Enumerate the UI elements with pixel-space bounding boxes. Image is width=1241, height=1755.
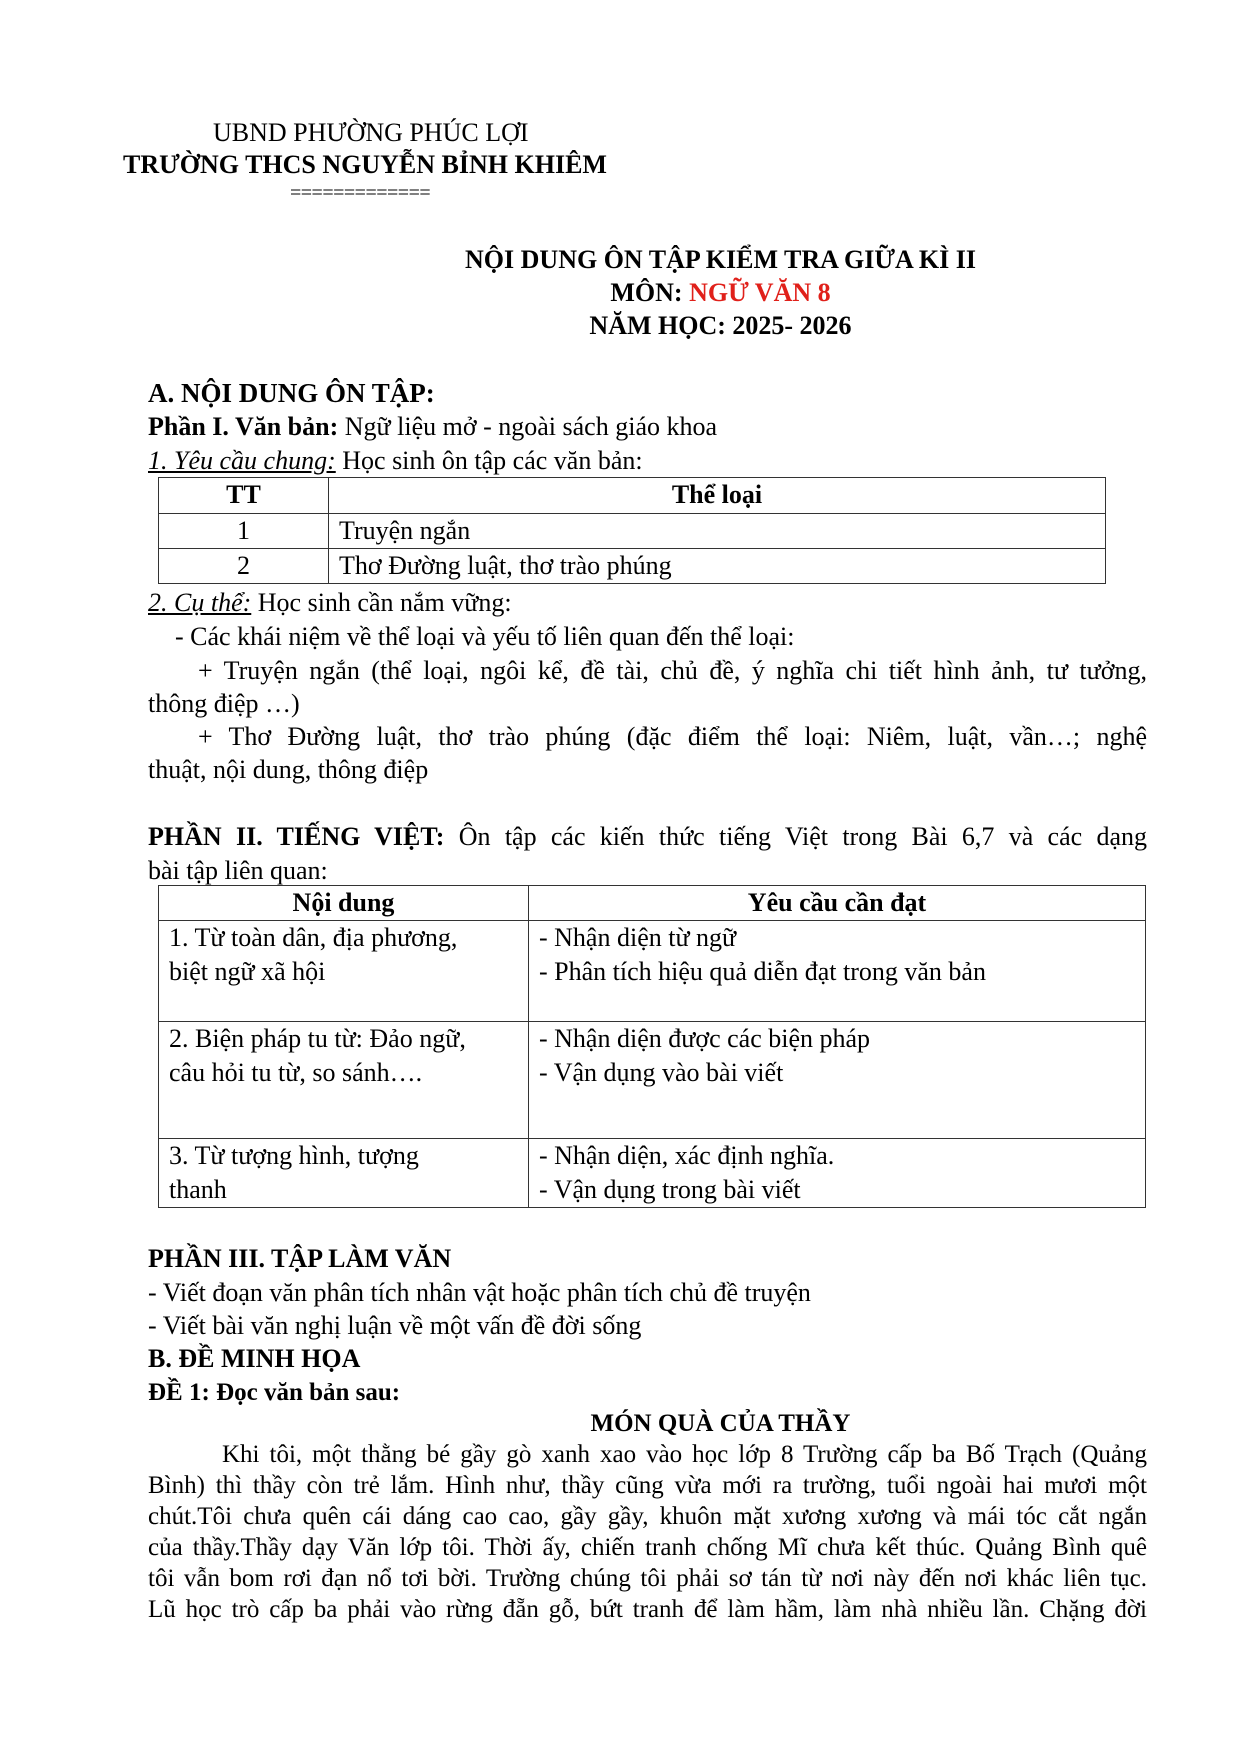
general-requirement-line — [148, 446, 643, 476]
table2-row3-requirement — [529, 1139, 1146, 1208]
table2-row3-content-line2: thanh — [169, 1175, 227, 1204]
part1-text: Ngữ liệu mở - ngoài sách giáo khoa — [338, 412, 718, 441]
table1-row2-num: 2 — [159, 549, 329, 584]
table1-row1-num: 1 — [159, 514, 329, 549]
table2-row3-content — [159, 1139, 529, 1208]
table2-row2-content — [159, 1022, 529, 1139]
subject-line — [0, 278, 1241, 308]
table2-row1-content-line2: biệt ngữ xã hội — [169, 957, 326, 986]
short-story-bullet-line1: + Truyện ngắn (thể loại, ngôi kể, đề tài, chủ đề, ý nghĩa chi tiết hình ảnh, tư tưởng, — [198, 656, 1147, 685]
header-divider: ============= — [290, 182, 431, 204]
school-name: TRƯỜNG THCS NGUYỄN BỈNH KHIÊM — [123, 150, 607, 179]
document-title: NỘI DUNG ÔN TẬP KIỂM TRA GIỮA KÌ II — [465, 245, 976, 274]
specific-requirement-line — [148, 588, 512, 618]
table2-row3-requirement-line1: - Nhận diện, xác định nghĩa. — [539, 1141, 835, 1170]
part3-item2: - Viết bài văn nghị luận về một vấn đề đời sống — [148, 1311, 642, 1340]
story-title: MÓN QUÀ CỦA THẦY — [590, 1410, 851, 1437]
exam-label: ĐỀ 1: — [148, 1379, 210, 1406]
table2-row2-content-line1: 2. Biện pháp tu từ: Đảo ngữ, — [169, 1024, 466, 1053]
table2-row2-content-line2: câu hỏi tu từ, so sánh…. — [169, 1058, 423, 1087]
story-line-6: Lũ học trò cấp ba phải vào rừng đẵn gỗ, bứt tranh để làm hầm, làm nhà nhiều lần. Chặng đời — [148, 1596, 1147, 1623]
part2-line2: bài tập liên quan: — [148, 856, 328, 885]
table2-row2-requirement — [529, 1022, 1146, 1139]
section-a-heading: A. NỘI DUNG ÔN TẬP: — [148, 378, 435, 408]
table2-header-content: Nội dung — [159, 886, 529, 921]
table2-row2-requirement-line1: - Nhận diện được các biện pháp — [539, 1024, 871, 1053]
table2-row3-requirement-line2: - Vận dụng trong bài viết — [539, 1175, 801, 1204]
story-line-4: của thầy.Thầy dạy Văn lớp tôi. Thời ấy, chiến tranh chống Mĩ chưa kết thúc. Quảng Bình quê — [148, 1534, 1147, 1561]
part2-text: Ôn tập các kiến thức tiếng Việt trong Bài 6,7 và các dạng — [444, 822, 1147, 851]
general-requirement-text: Học sinh ôn tập các văn bản: — [335, 446, 643, 475]
part1-line — [148, 412, 717, 442]
story-line-1: Khi tôi, một thằng bé gầy gò xanh xao vào học lớp 8 Trường cấp ba Bố Trạch (Quảng — [222, 1441, 1147, 1468]
table2-row1-content-line1: 1. Từ toàn dân, địa phương, — [169, 923, 458, 952]
table1-header-tt: TT — [159, 478, 329, 514]
story-line-2: Bình) thì thầy còn trẻ lắm. Hình như, thầy cũng vừa mới ra trường, tuổi ngoài hai mươi một — [148, 1472, 1147, 1499]
story-line-5: tôi vẫn bom rơi đạn nổ tơi bời. Trường chúng tôi phải sơ tán từ nơi này đến nơi khác liên tục. — [148, 1565, 1147, 1592]
vietnamese-table — [158, 885, 1146, 1208]
concept-bullet: - Các khái niệm về thể loại và yếu tố liên quan đến thể loại: — [175, 622, 795, 651]
part1-label: Phần I. Văn bản: — [148, 412, 339, 441]
part3-heading: PHẦN III. TẬP LÀM VĂN — [148, 1244, 452, 1273]
table2-row1-requirement-line2: - Phân tích hiệu quả diễn đạt trong văn bản — [539, 957, 986, 986]
table1-header-genre: Thể loại — [329, 478, 1106, 514]
specific-requirement-text: Học sinh cần nắm vững: — [251, 588, 512, 617]
story-line-3: chút.Tôi chưa quên cái dáng cao cao, gầy gầy, khuôn mặt xương xương và mái tóc cắt ngắn — [148, 1503, 1147, 1530]
poetry-bullet-line2: thuật, nội dung, thông điệp — [148, 755, 429, 784]
table2-row2-requirement-line2: - Vận dụng vào bài viết — [539, 1058, 784, 1087]
poetry-bullet-line1: + Thơ Đường luật, thơ trào phúng (đặc điểm thể loại: Niêm, luật, vần…; nghệ — [198, 722, 1147, 751]
section-b-heading: B. ĐỀ MINH HỌA — [148, 1344, 361, 1373]
general-requirement-label: 1. Yêu cầu chung: — [148, 446, 336, 475]
exam-line — [148, 1379, 400, 1407]
table1-row2-genre: Thơ Đường luật, thơ trào phúng — [329, 549, 1106, 584]
table2-row1-requirement-line1: - Nhận diện từ ngữ — [539, 923, 737, 952]
table2-row1-content — [159, 921, 529, 1022]
specific-requirement-label: 2. Cụ thể: — [148, 588, 252, 617]
table2-row3-content-line1: 3. Từ tượng hình, tượng — [169, 1141, 419, 1170]
school-year: NĂM HỌC: 2025- 2026 — [589, 311, 852, 340]
genre-table — [158, 477, 1106, 584]
authority-name: UBND PHƯỜNG PHÚC LỢI — [213, 118, 529, 147]
subject-label: MÔN: — [610, 278, 690, 307]
table1-row1-genre: Truyện ngắn — [329, 514, 1106, 549]
part2-label: PHẦN II. TIẾNG VIỆT: — [148, 822, 445, 851]
subject-name: NGỮ VĂN 8 — [689, 278, 831, 307]
part3-item1: - Viết đoạn văn phân tích nhân vật hoặc phân tích chủ đề truyện — [148, 1278, 811, 1307]
table2-row1-requirement — [529, 921, 1146, 1022]
table2-header-requirement: Yêu cầu cần đạt — [529, 886, 1146, 921]
part2-line1 — [148, 822, 1147, 852]
exam-text: Đọc văn bản sau: — [209, 1379, 401, 1406]
short-story-bullet-line2: thông điệp …) — [148, 689, 300, 718]
